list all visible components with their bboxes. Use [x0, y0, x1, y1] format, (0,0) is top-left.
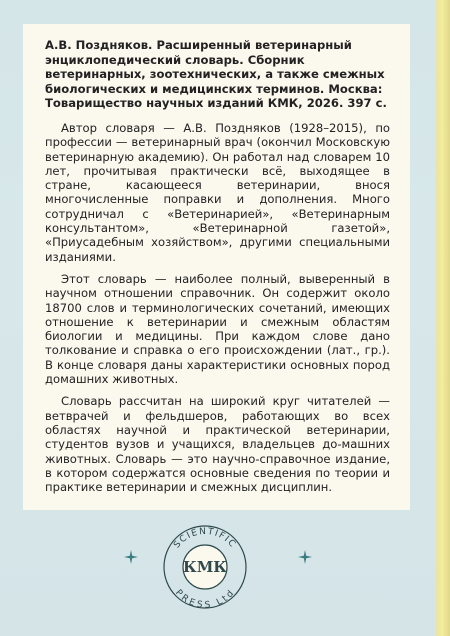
publisher-footer: [0, 520, 436, 610]
four-point-star-icon: [124, 550, 138, 564]
svg-text:PRESS Ltd: [173, 588, 237, 611]
logo-top-text: SCIENTIFIC: [172, 526, 238, 551]
paragraph-content: Этот словарь — наиболее полный, выверенный в научном отношении справочник. Он содержит около 18700 слов и терминологических сочетаний, имеющих отношение к ветеринарии и смежным областям биологии и медицины. При каждом слове дано толкование и справка о его происхождении (лат., гр.). В конце словаря даны характеристики основных пород домашних животных.: [45, 271, 390, 387]
text-panel: [23, 24, 410, 510]
book-spine-edge: [436, 0, 450, 636]
bibliographic-citation: А.В. Поздняков. Расширенный ветеринарный энциклопедический словарь. Сборник ветеринарных, зоотехнических, а также смежных биологических и медицинских терминов. Москва: Товарищество научных изданий КМК, 2026. 397 с.: [45, 38, 387, 111]
paragraph-audience: Словарь рассчитан на широкий круг читателей — ветврачей и фельдшеров, работающих во всех областях научной и практической ветеринарии, студентов вузов и учащихся, владельцев до-машних животных. Словарь — это научно-справочное издание, в котором содержатся основные сведения по теории и практике ветеринарии и смежных дисциплин.: [45, 394, 390, 495]
publisher-logo: [160, 522, 250, 612]
four-point-star-icon: [298, 550, 312, 564]
logo-monogram: КМК: [183, 558, 227, 576]
paragraph-author: Автор словаря — А.В. Поздняков (1928–2015), по профессии — ветеринарный врач (окончил Московскую ветеринарную академию). Он работал над словарем 10 лет, прочитывая практически всё, выходящее в стране, касающееся ветеринарии, внося многочисленные поправки и дополнения. Много сотрудничал с «Ветеринарией», «Ветеринарным консультантом», «Ветеринарной газетой», «Приусадебным хозяйством», другими специальными изданиями.: [45, 120, 390, 264]
logo-bottom-text: PRESS Ltd: [172, 587, 237, 611]
